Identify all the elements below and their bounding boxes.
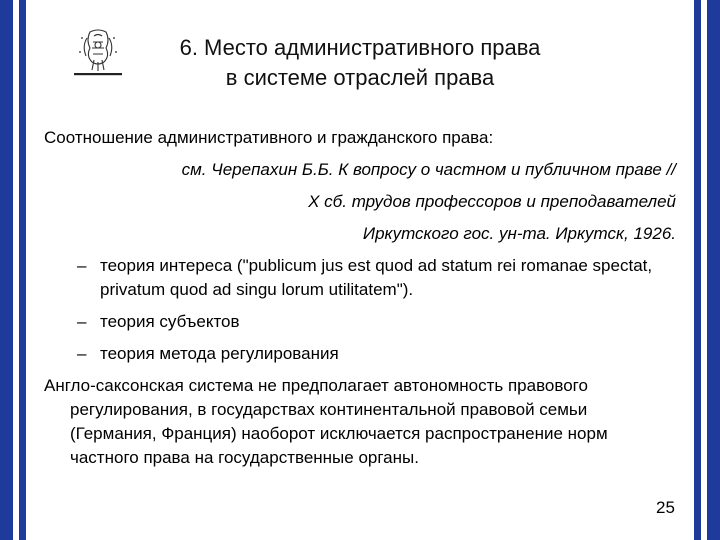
- title-line-2: в системе отраслей права: [225, 65, 495, 90]
- citation-line-2: Х сб. трудов профессоров и преподавателей: [308, 192, 676, 211]
- slide-title: [140, 33, 580, 93]
- anglo-saxon-paragraph: Англо-саксонская система не предполагает автономность правового регулирования, в государствах континентальной правовой семьи (Германия, Франция) наоборот исключается распространение норм частного права на государственные органы.: [44, 376, 608, 467]
- list-item: [44, 342, 680, 366]
- left-border-stripe: [19, 0, 26, 540]
- list-item: [44, 254, 680, 302]
- list-item: [44, 310, 680, 334]
- theory-subjects: теория субъектов: [100, 312, 240, 331]
- intro-text: Соотношение административного и гражданского права:: [44, 128, 494, 147]
- dash-bullet-icon: –: [77, 312, 87, 331]
- page-number: 25: [656, 498, 675, 517]
- citation-line-3: Иркутского гос. ун-та. Иркутск, 1926.: [362, 224, 676, 243]
- right-border-stripe: [694, 0, 701, 540]
- left-border-bar: [0, 0, 13, 540]
- dash-bullet-icon: –: [77, 256, 87, 275]
- right-border-bar: [707, 0, 720, 540]
- dash-bullet-icon: –: [77, 344, 87, 363]
- theory-method: теория метода регулирования: [100, 344, 339, 363]
- citation-line-1: см. Черепахин Б.Б. К вопросу о частном и публичном праве //: [181, 160, 676, 179]
- title-line-1: 6. Место административного права: [179, 35, 541, 60]
- university-emblem-icon: [70, 26, 126, 78]
- theories-list: [44, 254, 684, 366]
- slide-body: [44, 126, 684, 470]
- theory-interest: теория интереса ("publicum jus est quod ad statum rei romanae spectat, privatum quod ad singu lorum utilitatem").: [100, 256, 653, 299]
